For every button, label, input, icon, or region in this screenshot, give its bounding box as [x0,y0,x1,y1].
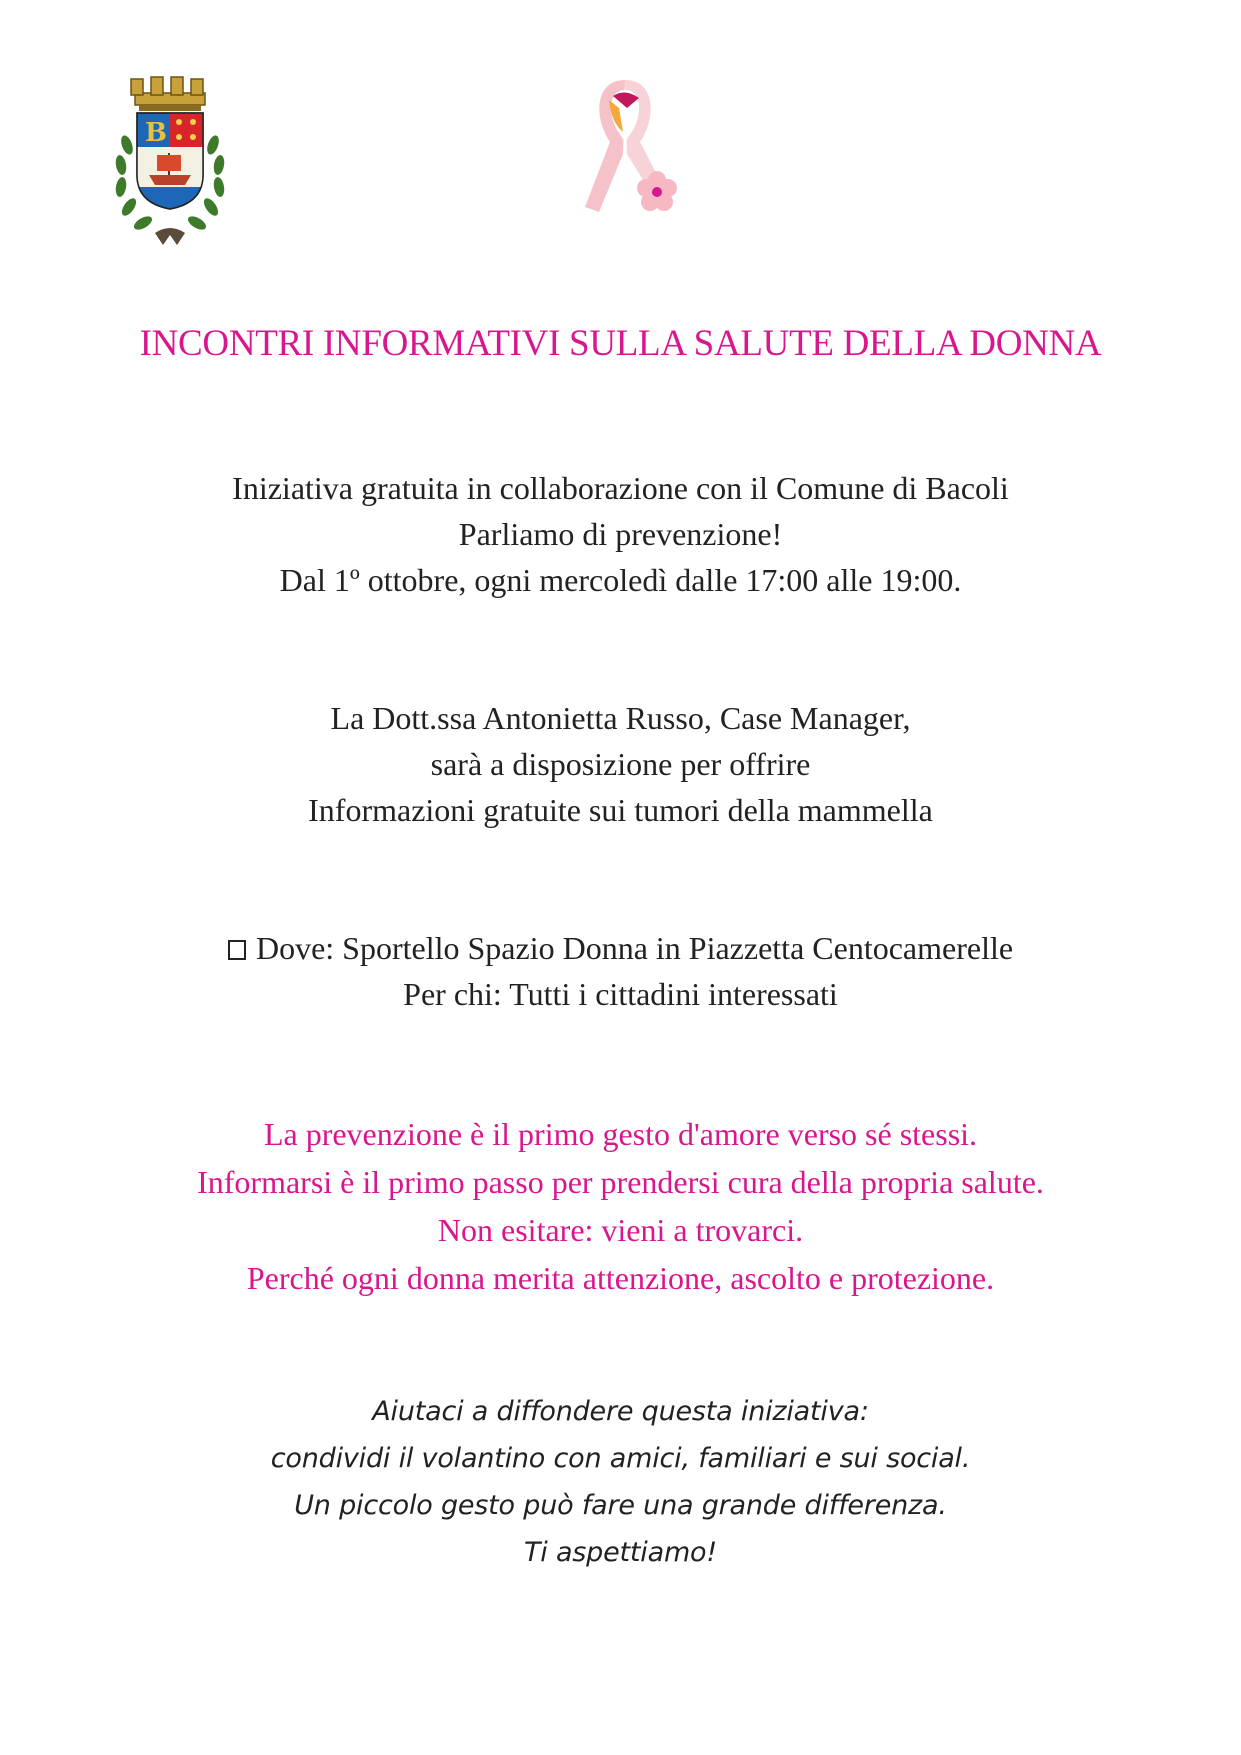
closing-block [0,1388,1241,1576]
checkbox-square-icon [228,940,246,960]
doctor-block [0,695,1241,833]
closing-line: Aiutaci a diffondere questa iniziativa: [372,1396,869,1427]
closing-line: Un piccolo gesto può fare una grande differenza. [294,1490,947,1521]
doctor-line: sarà a disposizione per offrire [430,746,811,782]
where-text: Dove: Sportello Spazio Donna in Piazzetta Centocamerelle [255,930,1014,966]
closing-line: Ti aspettiamo! [523,1537,717,1568]
message-line: Non esitare: vieni a trovarci. [437,1212,804,1248]
doctor-line: Informazioni gratuite sui tumori della mammella [308,792,933,828]
shield-icon [137,113,203,209]
details-block [0,925,1241,1017]
pink-ribbon-flower-icon [585,80,677,212]
coat-of-arms-logo [105,75,235,250]
intro-line: Parliamo di prevenzione! [458,516,783,552]
pink-ribbon-logo [565,72,685,222]
page-title: INCONTRI INFORMATIVI SULLA SALUTE DELLA DONNA [139,323,1102,364]
where-line [0,925,1241,971]
message-line: La prevenzione è il primo gesto d'amore verso sé stessi. [263,1116,978,1152]
who-line: Per chi: Tutti i cittadini interessati [403,976,838,1012]
doctor-line: La Dott.ssa Antonietta Russo, Case Manager, [330,700,911,736]
crown-icon [131,77,205,111]
intro-line: Iniziativa gratuita in collaborazione con il Comune di Bacoli [232,470,1009,506]
message-line: Informarsi è il primo passo per prendersi cura della propria salute. [197,1164,1044,1200]
message-line: Perché ogni donna merita attenzione, ascolto e protezione. [246,1260,995,1296]
closing-line: condividi il volantino con amici, familiari e sui social. [270,1443,971,1474]
message-block [0,1110,1241,1302]
intro-line: Dal 1º ottobre, ogni mercoledì dalle 17:00 alle 19:00. [279,562,962,598]
intro-block [0,465,1241,603]
svg-text:B: B [145,118,167,148]
